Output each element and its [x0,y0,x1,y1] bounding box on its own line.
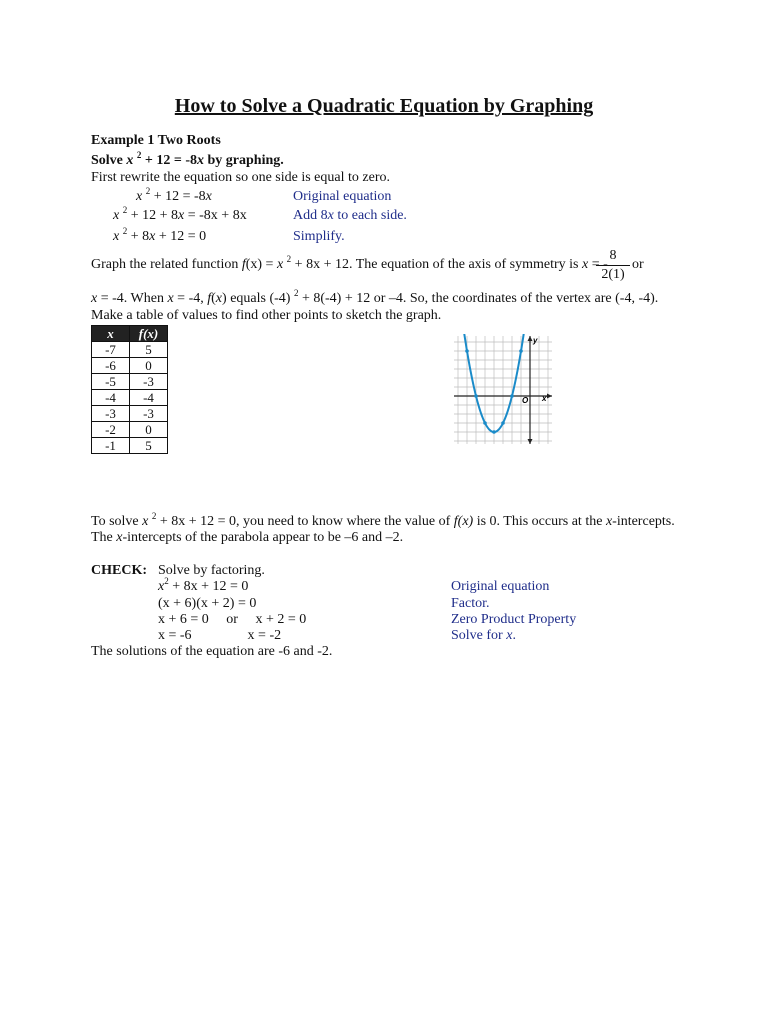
symmetry-fraction [596,248,630,284]
graph-point [519,349,523,353]
table-cell: -4 [92,390,130,406]
check-note-4: Solve for x. [451,628,516,643]
table-row [92,358,168,374]
table-cell: -1 [92,438,130,454]
check-text: Solve by factoring. [158,563,265,578]
table-row [92,390,168,406]
table-header-row [92,326,168,342]
y-axis-arrow-icon [528,336,533,341]
table-row [92,438,168,454]
page-title: How to Solve a Quadratic Equation by Graphing [174,95,594,117]
table-cell: 5 [130,342,168,358]
step-3-note: Simplify. [293,229,345,244]
table-cell: -6 [92,358,130,374]
step-2-expression: x $^2$ + 12 + 8x = -8x + 8x [113,205,247,223]
table-cell: -2 [92,422,130,438]
or-text: or [632,257,644,272]
table-row [92,374,168,390]
table-cell: -5 [92,374,130,390]
check-note-3: Zero Product Property [451,612,577,627]
origin-label: O [522,396,529,405]
table-cell: -7 [92,342,130,358]
check-expression-3: x + 6 = 0 or x + 2 = 0 [158,612,307,627]
check-note-1: Original equation [451,579,550,594]
step-1-expression: x $^2$ + 12 = -8x [136,186,212,204]
check-label: CHECK: [91,563,147,578]
graph-point [465,349,469,353]
table-row [92,342,168,358]
graph-point [474,394,478,398]
fraction-denominator: 2(1) [601,267,625,282]
y-axis-label: y [533,336,538,345]
table-cell: -3 [92,406,130,422]
graph-point [501,421,505,425]
solve-line-2: The x-intercepts of the parabola appear to be –6 and –2. [91,530,404,545]
axis-line-1: Graph the related function f(x) = x $^2$ + 8x + 12. The equation of the axis of symmetry is x = - [91,254,608,272]
x-axis-arrow-icon [547,394,552,399]
table-cell: 5 [130,438,168,454]
graph-point [510,394,514,398]
check-expression-4: x = -6 x = -2 [158,628,282,643]
table-cell: 0 [130,358,168,374]
check-note-2: Factor. [451,596,490,611]
example-prompt: Solve x $^2$ + 12 = -8x by graphing. [91,150,284,168]
graph-grid [454,336,552,444]
x-axis-label: x [542,394,547,403]
solve-line-1: To solve x $^2$ + 8x + 12 = 0, you need to know where the value of f(x) is 0. This occurs at the x-intercepts. [91,511,675,529]
values-table [91,325,168,454]
conclusion-text: The solutions of the equation are -6 and -2. [91,644,333,659]
step-1-note: Original equation [293,189,392,204]
axis-line-2: x = -4. When x = -4, f(x) equals (-4) $^2$ + 8(-4) + 12 or –4. So, the coordinates of the vertex are (-4, -4). [91,288,659,306]
step-2-note: Add 8x to each side. [293,208,407,223]
parabola-graph [452,334,554,446]
fraction-numerator: 8 [596,248,630,266]
check-expression-2: (x + 6)(x + 2) = 0 [158,596,257,611]
table-cell: -3 [130,406,168,422]
y-axis-down-arrow-icon [528,439,533,444]
table-header-x: x [92,326,130,342]
table-row [92,406,168,422]
table-cell: -3 [130,374,168,390]
step-3-expression: x $^2$ + 8x + 12 = 0 [113,226,207,244]
table-row [92,422,168,438]
table-cell: -4 [130,390,168,406]
intro-text: First rewrite the equation so one side is equal to zero. [91,170,390,185]
example-heading: Example 1 Two Roots [91,133,221,148]
graph-point [483,421,487,425]
table-cell: 0 [130,422,168,438]
axis-line-3: Make a table of values to find other points to sketch the graph. [91,308,442,323]
check-expression-1: $x^2 + 8x + 12 = 0$ [158,576,249,594]
table-header-fx: f(x) [130,326,168,342]
graph-point [492,430,496,434]
